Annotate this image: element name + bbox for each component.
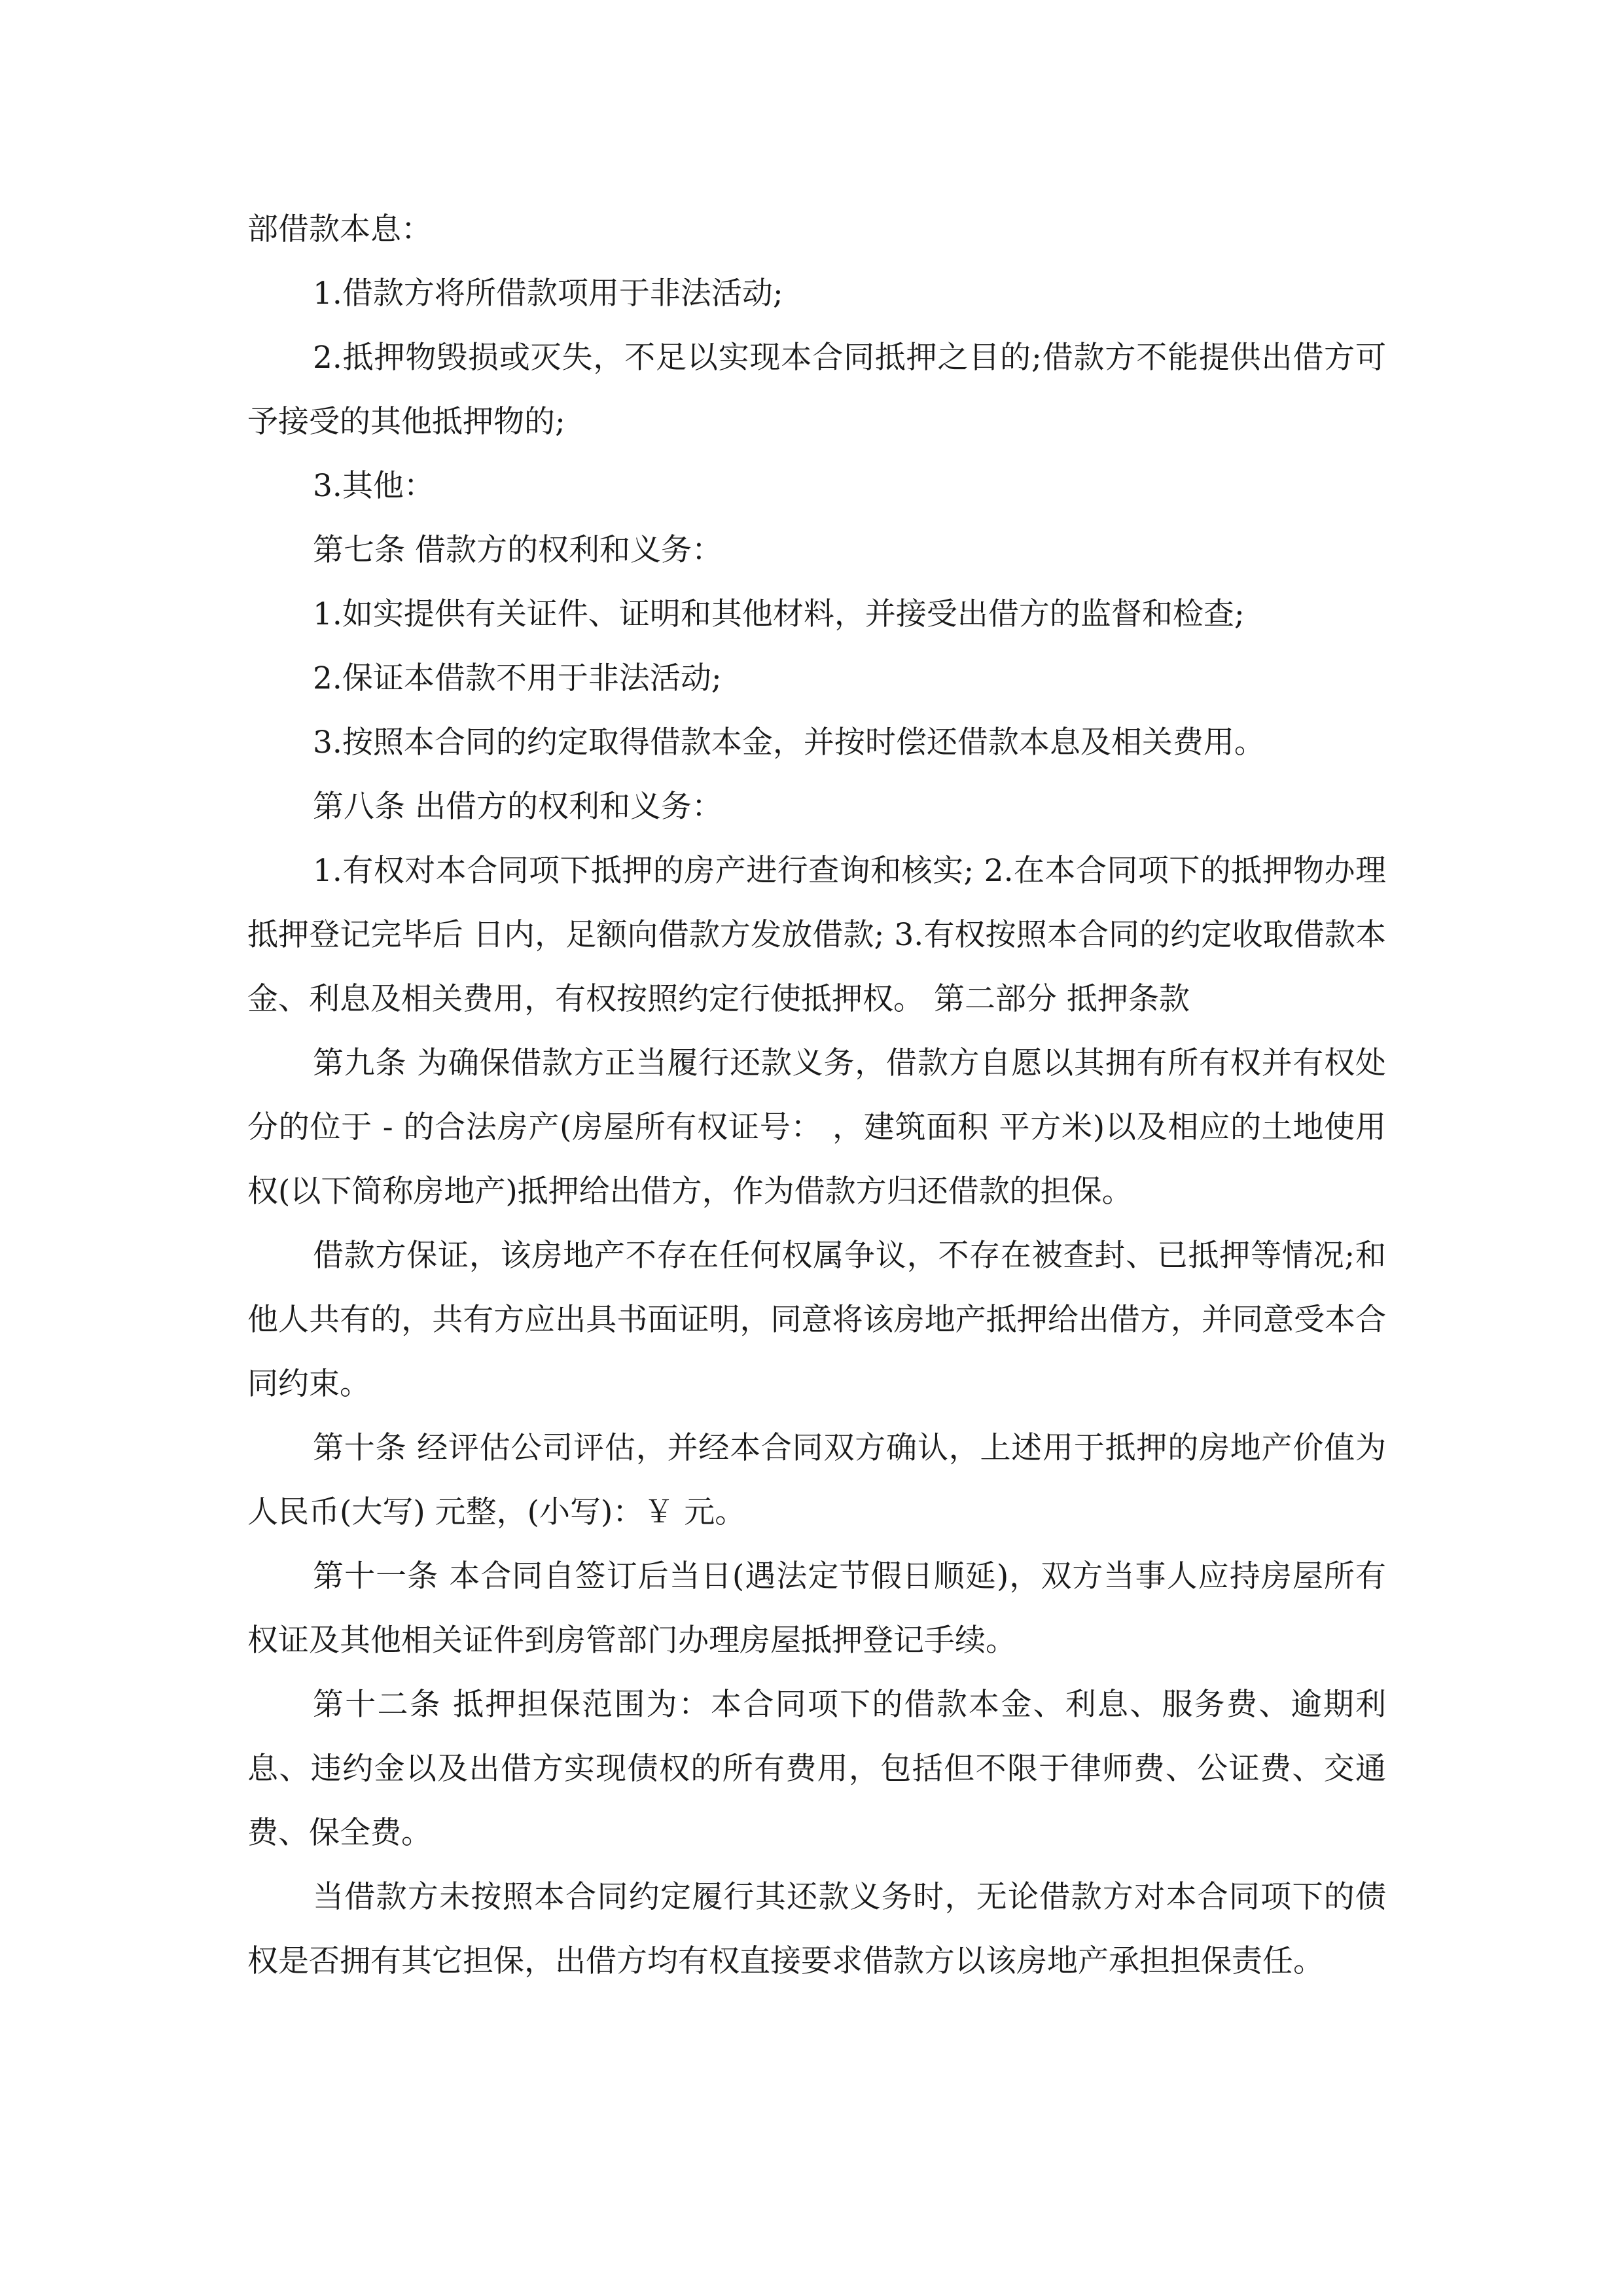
article-heading-8: 第八条 出借方的权利和义务：: [313, 789, 722, 825]
paragraph-clause-item: 1.如实提供有关证件、证明和其他材料，并接受出借方的监督和检查;: [313, 596, 1245, 632]
article-11: 第十一条 本合同自签订后当日(遇法定节假日顺延)，双方当事人应持房屋所有权证及其他相关证件到房管部门办理房屋抵押登记手续。: [247, 1558, 1386, 1659]
article-9: 第九条 为确保借款方正当履行还款义务，借款方自愿以其拥有所有权并有权处分的位于 - 的合法房产(房屋所有权证号： ，建筑面积 平方米)以及相应的土地使用权(以下简称房地产)抵押给出借方，作为借款方归还借款的担保。: [247, 1045, 1386, 1210]
paragraph-guarantee: 借款方保证，该房地产不存在任何权属争议，不存在被查封、已抵押等情况;和他人共有的，共有方应出具书面证明，同意将该房地产抵押给出借方，并同意受本合同约束。: [247, 1238, 1386, 1402]
paragraph-clause-item: 3.按照本合同的约定取得借款本金，并按时偿还借款本息及相关费用。: [313, 725, 1265, 761]
paragraph-clause-item: 2.保证本借款不用于非法活动;: [313, 660, 722, 696]
article-12: 第十二条 抵押担保范围为：本合同项下的借款本金、利息、服务费、逾期利息、违约金以及出借方实现债权的所有费用，包括但不限于律师费、公证费、交通费、保全费。: [247, 1687, 1386, 1851]
article-heading-7: 第七条 借款方的权利和义务：: [313, 532, 722, 568]
paragraph-liability: 当借款方未按照本合同约定履行其还款义务时，无论借款方对本合同项下的债权是否拥有其它担保，出借方均有权直接要求借款方以该房地产承担担保责任。: [247, 1879, 1386, 1979]
document-page: [247, 198, 1386, 1994]
paragraph-continuation: 部借款本息：: [247, 211, 432, 247]
article-10: 第十条 经评估公司评估，并经本合同双方确认，上述用于抵押的房地产价值为人民币(大写) 元整，(小写)：￥ 元。: [247, 1430, 1386, 1530]
paragraph-clause-item: 3.其他：: [313, 468, 435, 504]
paragraph-clause-item: 1.有权对本合同项下抵押的房产进行查询和核实; 2.在本合同项下的抵押物办理抵押登记完毕后 日内，足额向借款方发放借款; 3.有权按照本合同的约定收取借款本金、利息及相关费用，有权按照约定行使抵押权。 第二部分 抵押条款: [247, 853, 1386, 1017]
paragraph-clause-item: 2.抵押物毁损或灭失，不足以实现本合同抵押之目的;借款方不能提供出借方可予接受的其他抵押物的;: [247, 340, 1386, 440]
paragraph-clause-item: 1.借款方将所借款项用于非法活动;: [313, 276, 783, 312]
